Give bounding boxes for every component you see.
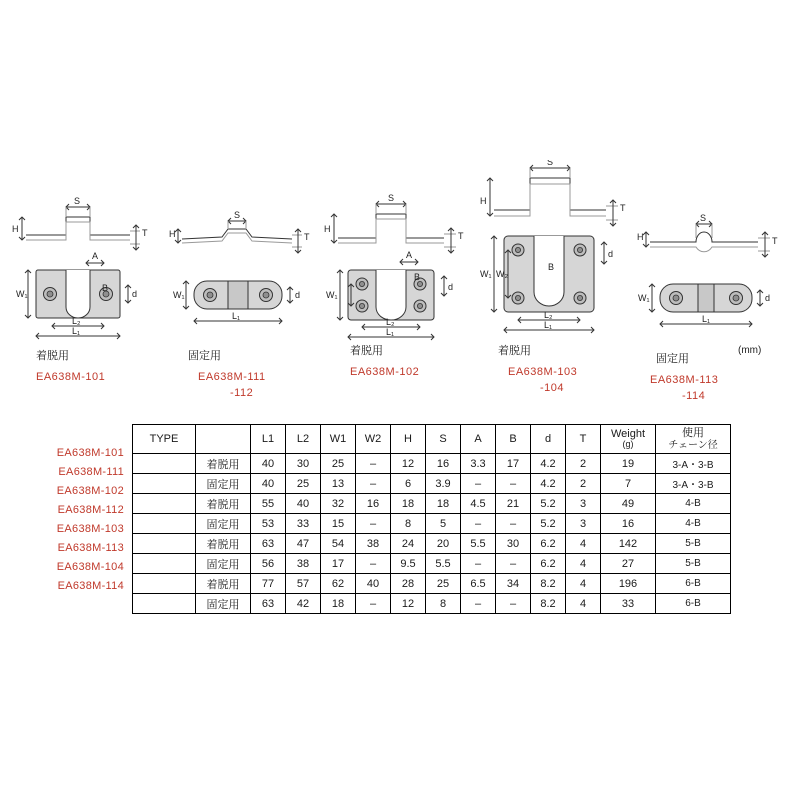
cell-b: 34 <box>496 574 531 594</box>
figure-partno-5b: -114 <box>682 390 706 402</box>
cell-w1: 17 <box>321 554 356 574</box>
cell-type <box>133 574 196 594</box>
figure-partno-3: EA638M-102 <box>350 366 420 378</box>
cell-s: 3.9 <box>426 474 461 494</box>
cell-d: 6.2 <box>531 554 566 574</box>
svg-text:W₁: W₁ <box>173 290 185 300</box>
cell-d: 4.2 <box>531 474 566 494</box>
cell-w2: 40 <box>356 574 391 594</box>
header-use-label: 使用 <box>682 427 704 440</box>
header-w1: W1 <box>321 425 356 454</box>
svg-text:S: S <box>388 193 395 203</box>
cell-type <box>133 514 196 534</box>
cell-b: 30 <box>496 534 531 554</box>
cell-use: 4-B <box>656 514 731 534</box>
svg-text:H: H <box>12 224 19 234</box>
table-body <box>133 454 731 614</box>
cell-b: – <box>496 594 531 614</box>
cell-type <box>133 594 196 614</box>
cell-l1: 55 <box>251 494 286 514</box>
cell-use: 3-A・3-B <box>656 474 731 494</box>
cell-l1: 56 <box>251 554 286 574</box>
cell-d: 4.2 <box>531 454 566 474</box>
cell-subtype: 固定用 <box>196 474 251 494</box>
figure-caption-1: 着脱用 <box>36 350 69 362</box>
cell-t: 4 <box>566 534 601 554</box>
cell-s: 25 <box>426 574 461 594</box>
svg-text:T: T <box>142 228 148 238</box>
cell-weight: 7 <box>601 474 656 494</box>
cell-h: 8 <box>391 514 426 534</box>
cell-l2: 40 <box>286 494 321 514</box>
table-row <box>133 594 731 614</box>
cell-w1: 13 <box>321 474 356 494</box>
cell-l1: 53 <box>251 514 286 534</box>
cell-weight: 16 <box>601 514 656 534</box>
svg-text:L₂: L₂ <box>544 310 553 320</box>
svg-text:T: T <box>304 232 310 242</box>
header-d: d <box>531 425 566 454</box>
drawing-ea638m-111 <box>168 195 318 345</box>
figure-ea638m-101 <box>8 195 168 383</box>
spec-table-wrap <box>132 424 731 614</box>
cell-s: 5 <box>426 514 461 534</box>
header-t: T <box>566 425 601 454</box>
figure-partno-2: EA638M-111 <box>198 371 266 383</box>
svg-text:d: d <box>448 282 454 292</box>
cell-l1: 40 <box>251 454 286 474</box>
cell-b: – <box>496 554 531 574</box>
figure-caption-3: 着脱用 <box>350 345 383 357</box>
svg-text:W₁: W₁ <box>326 290 338 300</box>
cell-w1: 32 <box>321 494 356 514</box>
cell-s: 8 <box>426 594 461 614</box>
drawings-row <box>0 150 794 400</box>
cell-w2: – <box>356 474 391 494</box>
cell-b: 17 <box>496 454 531 474</box>
svg-text:H: H <box>324 224 331 234</box>
cell-w2: – <box>356 554 391 574</box>
header-weight-unit: (g) <box>622 439 634 449</box>
cell-w1: 25 <box>321 454 356 474</box>
cell-t: 4 <box>566 574 601 594</box>
cell-h: 28 <box>391 574 426 594</box>
cell-b: – <box>496 474 531 494</box>
drawing-ea638m-101 <box>8 195 168 345</box>
header-weight-label: Weight <box>610 428 646 440</box>
table-row <box>133 454 731 474</box>
header-a: A <box>461 425 496 454</box>
cell-t: 2 <box>566 474 601 494</box>
svg-text:L₁: L₁ <box>702 314 711 324</box>
drawing-ea638m-113 <box>636 198 786 348</box>
cell-w2: – <box>356 514 391 534</box>
cell-a: 6.5 <box>461 574 496 594</box>
header-w2: W2 <box>356 425 391 454</box>
cell-a: 5.5 <box>461 534 496 554</box>
cell-a: – <box>461 554 496 574</box>
cell-use: 4-B <box>656 494 731 514</box>
svg-text:H: H <box>480 196 487 206</box>
figure-caption-4: 着脱用 <box>498 345 531 357</box>
cell-l2: 42 <box>286 594 321 614</box>
svg-text:S: S <box>234 210 241 220</box>
cell-t: 2 <box>566 454 601 474</box>
svg-text:W₁: W₁ <box>480 269 492 279</box>
figure-caption-5: 固定用 <box>656 353 689 365</box>
drawing-ea638m-103 <box>478 160 638 345</box>
model-label: EA638M-112 <box>57 504 124 516</box>
cell-h: 18 <box>391 494 426 514</box>
svg-text:S: S <box>547 160 554 167</box>
cell-l2: 25 <box>286 474 321 494</box>
svg-text:L₂: L₂ <box>72 316 81 326</box>
cell-h: 24 <box>391 534 426 554</box>
svg-text:W₁: W₁ <box>638 293 650 303</box>
cell-w2: 16 <box>356 494 391 514</box>
cell-a: – <box>461 474 496 494</box>
table-row <box>133 494 731 514</box>
cell-subtype: 着脱用 <box>196 454 251 474</box>
header-b: B <box>496 425 531 454</box>
cell-d: 8.2 <box>531 574 566 594</box>
svg-text:d: d <box>765 293 771 303</box>
svg-text:A: A <box>92 251 99 261</box>
header-l2: L2 <box>286 425 321 454</box>
svg-text:W₂: W₂ <box>496 269 508 279</box>
table-row <box>133 554 731 574</box>
cell-weight: 142 <box>601 534 656 554</box>
figure-partno-1: EA638M-101 <box>36 371 106 383</box>
cell-w1: 54 <box>321 534 356 554</box>
svg-text:d: d <box>295 290 301 300</box>
cell-use: 5-B <box>656 534 731 554</box>
model-label: EA638M-113 <box>57 542 124 554</box>
cell-weight: 27 <box>601 554 656 574</box>
model-label: EA638M-111 <box>58 466 124 478</box>
svg-text:T: T <box>620 203 626 213</box>
table-row <box>133 474 731 494</box>
cell-t: 4 <box>566 554 601 574</box>
cell-h: 6 <box>391 474 426 494</box>
cell-w1: 18 <box>321 594 356 614</box>
header-subtype <box>196 425 251 454</box>
figure-partno-5: EA638M-113 <box>650 374 719 386</box>
cell-weight: 49 <box>601 494 656 514</box>
cell-l2: 33 <box>286 514 321 534</box>
figure-ea638m-102 <box>320 190 480 378</box>
cell-subtype: 固定用 <box>196 594 251 614</box>
header-l1: L1 <box>251 425 286 454</box>
cell-l2: 30 <box>286 454 321 474</box>
cell-subtype: 着脱用 <box>196 494 251 514</box>
cell-use: 6-B <box>656 594 731 614</box>
cell-l1: 77 <box>251 574 286 594</box>
model-label-column <box>0 424 130 596</box>
cell-b: 21 <box>496 494 531 514</box>
figure-partno-4b: -104 <box>540 382 565 394</box>
table-row <box>133 534 731 554</box>
cell-t: 3 <box>566 494 601 514</box>
svg-text:B: B <box>102 283 109 293</box>
model-label: EA638M-102 <box>56 485 124 497</box>
figure-ea638m-111 <box>168 195 318 399</box>
svg-text:d: d <box>132 289 138 299</box>
cell-h: 12 <box>391 454 426 474</box>
cell-l2: 47 <box>286 534 321 554</box>
svg-text:d: d <box>608 249 614 259</box>
table-header-row <box>133 425 731 454</box>
cell-d: 6.2 <box>531 534 566 554</box>
cell-d: 5.2 <box>531 494 566 514</box>
figure-partno-4: EA638M-103 <box>508 366 578 378</box>
cell-weight: 196 <box>601 574 656 594</box>
cell-type <box>133 494 196 514</box>
cell-s: 18 <box>426 494 461 514</box>
cell-l1: 63 <box>251 534 286 554</box>
spec-table <box>132 424 731 614</box>
model-label: EA638M-114 <box>57 580 124 592</box>
cell-s: 20 <box>426 534 461 554</box>
svg-text:A: A <box>406 250 413 260</box>
cell-subtype: 固定用 <box>196 554 251 574</box>
cell-h: 12 <box>391 594 426 614</box>
cell-a: – <box>461 594 496 614</box>
cell-weight: 33 <box>601 594 656 614</box>
cell-a: 3.3 <box>461 454 496 474</box>
cell-a: 4.5 <box>461 494 496 514</box>
cell-d: 8.2 <box>531 594 566 614</box>
cell-l1: 40 <box>251 474 286 494</box>
cell-w1: 62 <box>321 574 356 594</box>
cell-s: 5.5 <box>426 554 461 574</box>
cell-t: 3 <box>566 514 601 534</box>
cell-use: 6-B <box>656 574 731 594</box>
model-label: EA638M-101 <box>56 447 124 459</box>
header-weight <box>601 425 656 454</box>
model-label: EA638M-103 <box>56 523 124 535</box>
header-type: TYPE <box>133 425 196 454</box>
cell-type <box>133 554 196 574</box>
cell-t: 4 <box>566 594 601 614</box>
figure-partno-2b: -112 <box>230 387 254 399</box>
svg-text:B: B <box>548 262 555 272</box>
units-note: (mm) <box>738 345 762 356</box>
svg-text:H: H <box>169 229 176 239</box>
cell-l2: 57 <box>286 574 321 594</box>
svg-text:W₁: W₁ <box>16 289 28 299</box>
header-use <box>656 425 731 454</box>
figure-caption-2: 固定用 <box>188 350 221 362</box>
svg-text:L₁: L₁ <box>232 311 241 321</box>
svg-text:H: H <box>637 232 644 242</box>
cell-use: 5-B <box>656 554 731 574</box>
cell-weight: 19 <box>601 454 656 474</box>
cell-type <box>133 534 196 554</box>
cell-s: 16 <box>426 454 461 474</box>
header-s: S <box>426 425 461 454</box>
cell-use: 3-A・3-B <box>656 454 731 474</box>
svg-text:T: T <box>772 236 778 246</box>
svg-text:L₂: L₂ <box>386 317 395 327</box>
svg-text:L₁: L₁ <box>544 320 553 330</box>
table-row <box>133 514 731 534</box>
cell-l1: 63 <box>251 594 286 614</box>
cell-subtype: 着脱用 <box>196 534 251 554</box>
cell-w2: 38 <box>356 534 391 554</box>
cell-w1: 15 <box>321 514 356 534</box>
svg-text:L₁: L₁ <box>386 327 395 337</box>
table-row <box>133 574 731 594</box>
cell-subtype: 着脱用 <box>196 574 251 594</box>
cell-type <box>133 474 196 494</box>
svg-text:S: S <box>74 196 81 206</box>
header-use-label2: チェーン径 <box>668 439 718 451</box>
cell-w2: – <box>356 454 391 474</box>
svg-text:T: T <box>458 231 464 241</box>
svg-text:B: B <box>414 272 421 282</box>
cell-type <box>133 454 196 474</box>
svg-text:S: S <box>700 213 707 223</box>
header-h: H <box>391 425 426 454</box>
cell-d: 5.2 <box>531 514 566 534</box>
cell-h: 9.5 <box>391 554 426 574</box>
svg-text:L₁: L₁ <box>72 326 81 336</box>
drawing-ea638m-102 <box>320 190 480 345</box>
cell-w2: – <box>356 594 391 614</box>
cell-l2: 38 <box>286 554 321 574</box>
figure-ea638m-103 <box>478 160 638 394</box>
cell-subtype: 固定用 <box>196 514 251 534</box>
cell-a: – <box>461 514 496 534</box>
model-label: EA638M-104 <box>56 561 124 573</box>
cell-b: – <box>496 514 531 534</box>
